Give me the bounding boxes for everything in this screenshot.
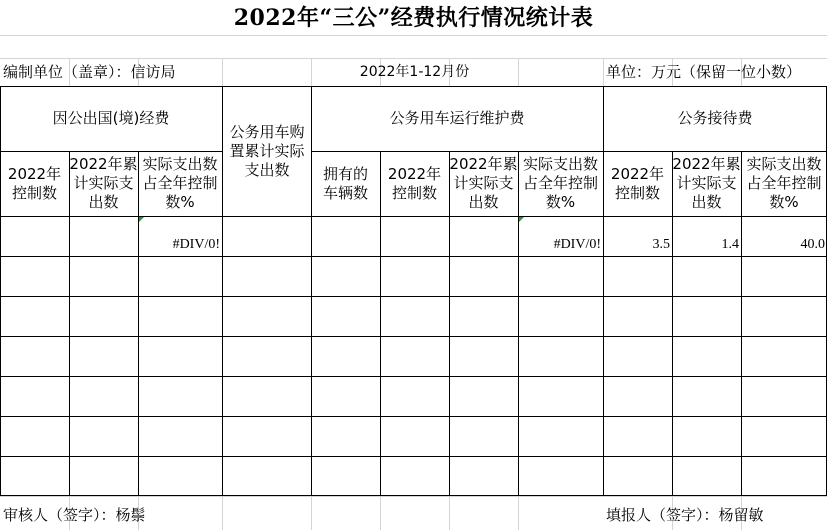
reception-ratio-cell[interactable]: 40.0 [800, 236, 825, 252]
header-vehicle-count: 拥有的 车辆数 [322, 164, 368, 202]
header-reception-group: 公务接待费 [677, 109, 753, 127]
currency-note: 单位：万元（保留一位小数） [606, 62, 802, 81]
header-reception-actual: 2022年累 计实际支 出数 [672, 155, 741, 211]
reception-actual-cell[interactable]: 1.4 [721, 236, 739, 252]
error-marker-icon [519, 217, 524, 222]
header-operation-control: 2022年 控制数 [387, 164, 442, 202]
page-title: 2022年“三公”经费执行情况统计表 [233, 4, 594, 31]
header-vehicle-operation-group: 公务用车运行维护费 [389, 109, 525, 127]
header-overseas-group: 因公出国(境)经费 [52, 109, 170, 127]
unit-label: 编制单位（盖章）：信访局 [3, 62, 176, 81]
header-vehicle-purchase: 公务用车购置累计实际支出数 [229, 122, 305, 179]
period-label: 2022年1-12月份 [359, 63, 470, 80]
operation-ratio-cell[interactable]: #DIV/0! [553, 236, 601, 252]
header-operation-actual: 2022年累 计实际支 出数 [449, 155, 518, 211]
header-reception-ratio: 实际支出数 占全年控制 数% [746, 155, 822, 211]
header-overseas-control: 2022年 控制数 [7, 164, 62, 202]
error-marker-icon [139, 217, 144, 222]
header-overseas-ratio: 实际支出数 占全年控制 数% [142, 155, 218, 211]
header-overseas-actual: 2022年累 计实际支 出数 [69, 155, 138, 211]
overseas-ratio-cell[interactable]: #DIV/0! [172, 236, 220, 252]
reception-control-cell[interactable]: 3.5 [652, 236, 670, 252]
reviewer-signature: 审核人（签字）：杨鬃 [3, 505, 146, 524]
header-operation-ratio: 实际支出数 占全年控制 数% [522, 155, 598, 211]
filler-signature: 填报人（签字）：杨留敏 [606, 505, 764, 524]
header-reception-control: 2022年 控制数 [610, 164, 665, 202]
